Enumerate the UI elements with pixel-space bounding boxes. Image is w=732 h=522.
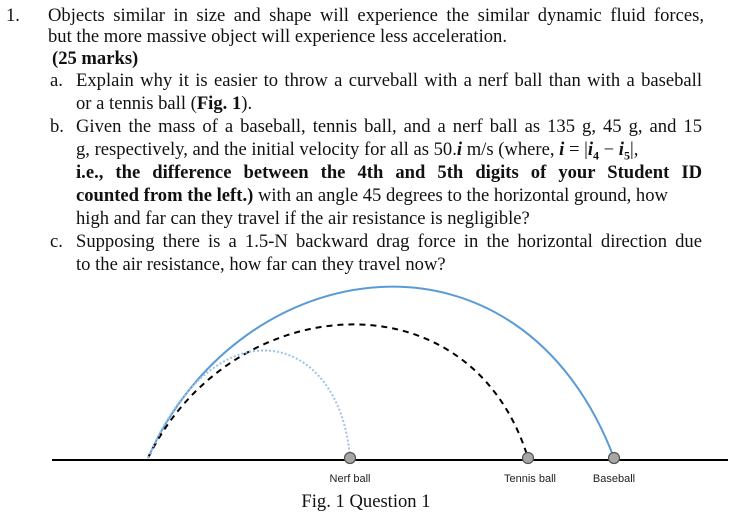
baseball-marker bbox=[609, 453, 620, 464]
i5-symbol: i bbox=[618, 139, 624, 160]
tennis-ball-trajectory bbox=[148, 324, 528, 458]
part-c-label: c. bbox=[50, 231, 63, 252]
tennis-ball-label: Tennis ball bbox=[504, 473, 556, 485]
sub-4: 4 bbox=[593, 148, 599, 163]
intro-line-2: but the more massive object will experience less acceleration. bbox=[48, 26, 507, 47]
part-a-label: a. bbox=[50, 70, 63, 91]
part-c-line-2: to the air resistance, how far can they travel now? bbox=[76, 254, 446, 275]
nerf-ball-trajectory bbox=[148, 350, 350, 458]
i-symbol-2: i bbox=[559, 139, 565, 160]
part-a-text-end: ). bbox=[241, 93, 253, 114]
part-b-text-mid: m/s (where, bbox=[462, 139, 560, 160]
i4-symbol: i bbox=[587, 139, 593, 160]
part-b-line-1: Given the mass of a baseball, tennis ball, and a nerf ball as 135 g, 45 g, and 15 bbox=[76, 116, 702, 137]
part-b-line-5: high and far can they travel if the air resistance is negligible? bbox=[76, 208, 530, 229]
nerf-ball-marker bbox=[345, 453, 356, 464]
baseball-label: Baseball bbox=[592, 473, 636, 485]
fig-reference: Fig. 1 bbox=[196, 93, 242, 114]
part-b-label: b. bbox=[50, 116, 64, 137]
figure-caption: Fig. 1 Question 1 bbox=[301, 491, 431, 512]
abs-end: |, bbox=[629, 139, 639, 160]
i-symbol: i bbox=[456, 139, 463, 160]
tennis-ball-marker bbox=[523, 453, 534, 464]
part-a-line-1: Explain why it is easier to throw a curveball with a nerf ball than with a baseball bbox=[76, 70, 702, 91]
sub-5: 5 bbox=[623, 148, 630, 163]
part-b-text: g, respectively, and the initial velocity for all as 50. bbox=[76, 139, 457, 160]
part-b-text-4: with an angle 45 degrees to the horizontal ground, how bbox=[253, 185, 668, 206]
student-id-instruction-2: counted from the left.) bbox=[76, 185, 254, 206]
part-c-line-1: Supposing there is a 1.5-N backward drag force in the horizontal direction due bbox=[76, 231, 702, 252]
part-a-text: or a tennis ball ( bbox=[76, 93, 197, 114]
marks-text: (25 marks) bbox=[52, 48, 139, 69]
question-number: 1. bbox=[6, 5, 20, 26]
nerf-ball-label: Nerf ball bbox=[329, 473, 371, 485]
minus-sign: − bbox=[599, 139, 619, 160]
student-id-instruction: i.e., the difference between the 4th and 5th digits of your Student ID bbox=[76, 162, 702, 183]
equals-abs: = | bbox=[564, 139, 588, 160]
intro-line-1: Objects similar in size and shape will experience the similar dynamic fluid forces, bbox=[48, 5, 704, 26]
